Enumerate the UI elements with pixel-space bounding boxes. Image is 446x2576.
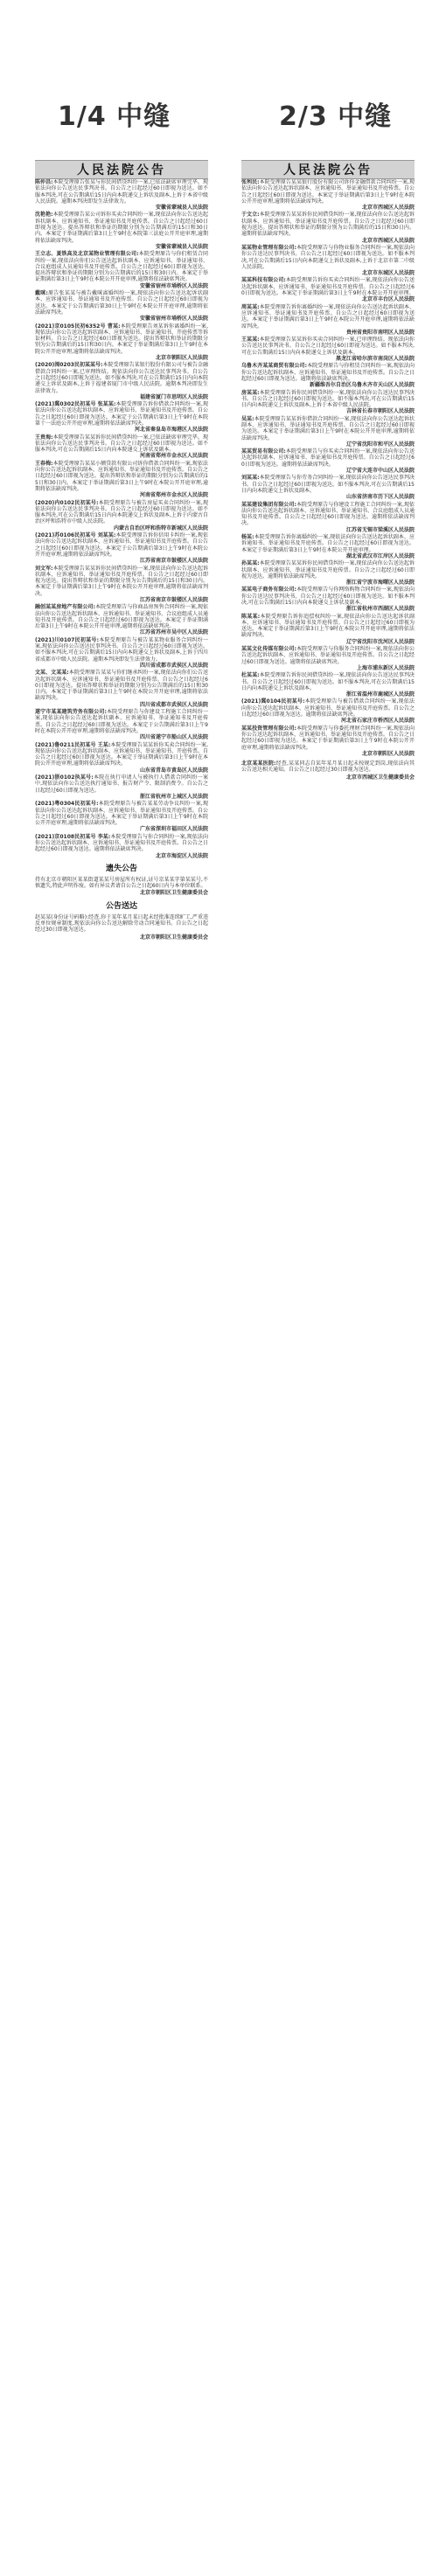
notice-court-signature: 北京市朝阳区人民法院 bbox=[361, 750, 415, 757]
notice-court-signature: 浙江省杭州市上城区人民法院 bbox=[139, 793, 208, 800]
notice-text: 本院受理原告诉你民间借贷纠纷一案,现依法向你公告送达民事判决书。自公告之日起经过60日即视为送达。如不服本判决,可在公告期满后15日内向本院递交上诉状及副本。 bbox=[241, 672, 415, 691]
service-notice-title: 公告送达 bbox=[105, 901, 137, 911]
court-notice bbox=[35, 801, 208, 832]
notice-court-signature: 辽宁省沈阳市沈河区人民法院 bbox=[345, 638, 415, 645]
notice-addressee: 陈仲昌: bbox=[35, 179, 53, 185]
notice-text: 本院受理原告某某诉你民间借贷纠纷一案,现依法向你公告送达起诉状副本、应诉通知书、举证通知书及开庭传票。自公告之日起经过60日即视为送达。提出答辩状和举证的期限分别为公告期满后的15日和30日内。本案定于举证期满后第3日上午9时在本院公开开庭审理,逾期将依法缺席判决。 bbox=[35, 565, 208, 597]
court-notice bbox=[35, 251, 208, 289]
lost-notice-text: 持有北京市朝阳区某某街道某某号房屋所有权证,证号京某某字第某某号,不慎遗失,特此声明作废。如有异议者请自公告之日起60日内与本单位联系。 bbox=[35, 876, 208, 890]
notice-court-signature: 河北省石家庄市桥西区人民法院 bbox=[340, 718, 415, 725]
notice-addressee: 某某贸易有限公司: bbox=[241, 448, 286, 455]
court-notice bbox=[241, 416, 415, 448]
notice-addressee: (2021)浙0102执某号: bbox=[35, 774, 94, 781]
notice-text: 本院在执行申请人与被执行人借款合同纠纷一案中,现依法向你公告送达执行通知书、报告财产令、限制消费令。自公告之日起经过60日即视为送达。 bbox=[35, 774, 208, 794]
notice-addressee: 某某科技有限公司: bbox=[241, 277, 286, 284]
left-column-body bbox=[35, 179, 208, 2538]
notice-text: 本院受理原告与被告借款合同纠纷一案,现依法向你公告送达起诉状副本、应诉通知书、举证通知书及开庭传票。自公告之日起经过60日即视为送达。逾期将依法缺席判决。 bbox=[241, 698, 415, 719]
notice-court-signature: 安徽省蒙城县人民法院 bbox=[155, 205, 208, 212]
notice-court-signature: 河南省郑州市金水区人民法院 bbox=[139, 492, 208, 499]
notice-text: 本院受理原告与你服务合同纠纷一案,现依法向你公告送达起诉状副本、应诉通知书、举证通知书及开庭传票。自公告之日起经过60日即视为送达。逾期将依法缺席判决。 bbox=[241, 646, 415, 665]
court-notice bbox=[241, 534, 415, 559]
notice-court-signature: 北京市丰台区人民法院 bbox=[361, 296, 415, 303]
notice-addressee: 王贵海: bbox=[35, 434, 53, 441]
right-announcement-column bbox=[241, 160, 415, 2529]
notice-addressee: (2021)川0107民初某号: bbox=[35, 636, 100, 643]
notice-court-signature: 北京市西城区人民法院 bbox=[361, 205, 415, 212]
notice-text: 本院受理原告诉你信用卡纠纷一案,现依法向你公告送达起诉状副本、应诉通知书、举证通知书及开庭传票。自公告之日起经过60日即视为送达。本案定于公告期满后第3日上午9时在本院公开开庭审理,逾期将依法缺席判决。 bbox=[35, 532, 208, 558]
lost-notice-sign: 北京市朝阳区卫生健康委员会 bbox=[139, 890, 208, 897]
court-notice bbox=[35, 532, 208, 564]
court-notice bbox=[35, 709, 208, 740]
notice-court-signature: 山东省济南市历下区人民法院 bbox=[345, 494, 415, 501]
notice-addressee: 某某物业管理有限公司: bbox=[241, 244, 296, 251]
court-notice bbox=[35, 290, 208, 322]
notice-text: 本院受理原告某某诉你民间借贷纠纷一案,现依法向你公告送达起诉状副本、应诉通知书、举证通知书及开庭传票。自公告之日起经过60日即视为送达。提出答辩状和举证的期限分别为公告期满后的15日和30日内。逾期将依法缺席判决。 bbox=[241, 212, 415, 238]
notice-court-signature: 新疆维吾尔自治区乌鲁木齐市天山区人民法院 bbox=[309, 382, 415, 389]
court-notice bbox=[241, 646, 415, 671]
footer-notice bbox=[241, 760, 415, 774]
right-column-header: 2/3 中缝 bbox=[279, 101, 393, 132]
notice-addressee: 张利民: bbox=[241, 179, 260, 185]
notice-addressee: 孙某某: bbox=[241, 560, 260, 567]
notice-court-signature: 江苏省南京市鼓楼区人民法院 bbox=[139, 558, 208, 565]
notice-text: 本院受理原告某某小额贷款有限公司诉你借款合同纠纷一案,现依法向你公告送达起诉状副本、应诉通知书、举证通知书及开庭传票。自公告之日起经过60日即视为送达。提出答辩状和举证的期限分别为公告期满后的15日和30日内。本案定于举证期满后第3日上午9时在本院公开开庭审理,逾期将依法缺席判决。 bbox=[35, 460, 208, 492]
notice-court-signature: 河南省郑州市金水区人民法院 bbox=[139, 453, 208, 460]
notice-text: 本院受理原告某某诉你民间借贷纠纷一案,现依法向你公告送达起诉状副本、应诉通知书、举证通知书及开庭传票。自公告之日起经过60日即视为送达。逾期将依法缺席判决。 bbox=[241, 560, 415, 580]
notice-text: 本院受理原告某公司诉你买卖合同纠纷一案,现依法向你公告送达起诉状副本、应诉通知书、举证通知书及开庭传票。自公告之日起经过60日即视为送达。提出答辩状和举证的期限分别为公告期满后的15日和30日内。本案定于举证期满后第3日上午9时在本院第三法庭公开开庭审理,逾期将依法缺席判决。 bbox=[35, 212, 208, 244]
court-notice bbox=[241, 614, 415, 645]
notice-text: 本院受理原告与被告某某劳动争议纠纷一案,现依法向你公告送达起诉状副本、应诉通知书、举证通知书及开庭传票。自公告之日起经过60日即视为送达。本案定于举证期满后第3日上午9时在本院公开开庭审理,逾期将依法缺席判决。 bbox=[35, 801, 208, 827]
notice-text: 本院受理原告某某与你们继承纠纷一案,现依法向你们公告送达起诉状副本、应诉通知书、举证通知书及开庭传票。自公告之日起经过60日即视为送达。提出答辩状和举证的期限分别为公告期满后的15日和30日内。本案定于举证期满后第3日上午9时在本院公开开庭审理,逾期将依法缺席判决。 bbox=[35, 670, 208, 702]
notice-text: 本院受理原告某银行股份有限公司与被告金融借款合同纠纷一案,已审理终结。现依法向你公告送达民事判决书。自公告之日起经过60日即视为送达。如不服本判决,可在公告期满后15日内向本院递交上诉状及副本,上诉于福建省厦门市中级人民法院。逾期本判决即发生法律效力。 bbox=[35, 362, 208, 394]
notice-text: 本院受理原告诉你民间借贷纠纷一案,现依法向你公告送达民事判决书。自公告之日起经过60日即视为送达。如不服本判决,可在公告期满后15日内向本院递交上诉状及副本,上诉于本省中级人民法院。 bbox=[241, 389, 415, 409]
notice-text: 本院受理原告某某诉你借款合同纠纷一案,现依法向你公告送达起诉状副本、应诉通知书、举证通知书及开庭传票。自公告之日起经过60日即视为送达。本案定于举证期满后第3日上午9时在本院公开开庭审理,逾期将依法缺席判决。 bbox=[241, 415, 415, 441]
notice-addressee: (2021)冀0104民初某号: bbox=[241, 698, 305, 705]
court-notice bbox=[35, 323, 208, 362]
notice-text: 本院受理原告诉你追偿权纠纷一案,现依法向你公告送达起诉状副本、应诉通知书、举证通知书及开庭传票。自公告之日起经过60日即视为送达。本案定于举证期满后第3日上午9时在本院公开开庭审理,逾期将依法缺席判决。 bbox=[241, 613, 415, 639]
right-column-body bbox=[241, 179, 415, 2529]
court-notice bbox=[241, 337, 415, 362]
notice-addressee: (2021)苏0106民初某号 刘某某: bbox=[35, 532, 116, 539]
notice-addressee: (2021)冀0302民初某号 张某某: bbox=[35, 401, 116, 408]
notice-text: 本院受理原告与你委托理财合同纠纷一案,现依法向你公告送达起诉状副本、应诉通知书、举证通知书及开庭传票。自公告之日起经过60日即视为送达。本案定于举证期满后第3日上午9时在本院公开开庭审理,逾期将依法缺席判决。 bbox=[241, 725, 415, 751]
notice-addressee: 沈艳艳: bbox=[35, 212, 53, 219]
court-notice bbox=[241, 502, 415, 533]
notice-addressee: (2021)鲁0211民初某号 王某: bbox=[35, 741, 111, 748]
notice-addressee: 融创某某房地产有限公司: bbox=[35, 604, 95, 611]
notice-text: 本院受理原告与你劳务合同纠纷一案,现依法向你公告送达民事判决书。自公告之日起经过60日即视为送达。如不服本判决,可在公告期满后15日内向本院递交上诉状及副本。 bbox=[241, 475, 415, 494]
notice-addressee: 刘文军: bbox=[35, 565, 53, 572]
notice-court-signature: 安徽省蒙城县人民法院 bbox=[155, 243, 208, 250]
notice-court-signature: 四川省成都市武侯区人民法院 bbox=[139, 662, 208, 669]
notice-court-signature: 湖北省武汉市江岸区人民法院 bbox=[345, 552, 415, 559]
left-column-header: 1/4 中缝 bbox=[58, 101, 171, 132]
notice-text: 本院受理原告与你买卖合同纠纷一案,现依法向你公告送达起诉状副本、应诉通知书、举证通知书及开庭传票。自公告之日起经过60日即视为送达。逾期将依法缺席判决。 bbox=[241, 448, 415, 468]
notice-text: 本院受理原告诉你离婚纠纷一案,现依法向你公告送达起诉状副本、应诉通知书、举证通知书及开庭传票。自公告之日起经过60日即视为送达。本案定于举证期满后第3日上午9时在本院公开开庭审理。 bbox=[241, 534, 415, 553]
notice-court-signature: 江苏省南京市鼓楼区人民法院 bbox=[139, 597, 208, 603]
notice-court-signature: 江苏省无锡市梁溪区人民法院 bbox=[345, 526, 415, 533]
notice-text: 本院受理原告与你网络购物合同纠纷一案,现依法向你公告送达民事判决书。自公告之日起经过60日即视为送达。如不服本判决,可在公告期满后15日内向本院递交上诉状及副本。 bbox=[241, 587, 415, 606]
notice-court-signature: 辽宁省沈阳市和平区人民法院 bbox=[345, 441, 415, 448]
notice-text: 本院受理原告与你们租赁合同纠纷一案,现依法向你们公告送达起诉状副本、应诉通知书、举证通知书、合议庭组成人员通知书及开庭传票。自公告之日起经过60日即视为送达。提出答辩状和举证的期限分别为公告期满后的15日和30日内。本案定于举证期满后第3日上午9时在本院公开开庭审理,逾期将依法缺席判决。 bbox=[35, 251, 208, 283]
court-notice bbox=[241, 179, 415, 211]
footer-notice-text: 经查,某某同志自某年某月某日起未按规定到岗,现依法向其公告送达相关通知。自公告之日起经过30日即视为送达。 bbox=[241, 760, 415, 774]
notice-addressee: 遂宁市某某建筑劳务有限公司: bbox=[35, 709, 107, 716]
notice-addressee: 某某建设集团有限公司: bbox=[241, 501, 296, 508]
notice-court-signature: 安徽省宿州市埇桥区人民法院 bbox=[139, 316, 208, 323]
court-notice bbox=[241, 304, 415, 336]
notice-addressee: 王某某: bbox=[241, 337, 260, 344]
court-notice bbox=[35, 179, 208, 211]
notice-addressee: 刘某某: bbox=[241, 475, 260, 482]
notice-court-signature: 浙江省杭州市西湖区人民法院 bbox=[345, 606, 415, 613]
court-notice bbox=[35, 774, 208, 800]
left-announcement-column bbox=[35, 160, 208, 2538]
service-notice-sign: 北京市朝阳区卫生健康委员会 bbox=[139, 934, 208, 941]
notice-court-signature: 福建省厦门市思明区人民法院 bbox=[139, 393, 208, 400]
notice-court-signature: 四川省成都市武侯区人民法院 bbox=[139, 701, 208, 708]
court-notice bbox=[241, 560, 415, 586]
notice-addressee: 王立志、夏铁高及北京某物业管理有限公司: bbox=[35, 251, 139, 258]
court-notice bbox=[35, 401, 208, 433]
notice-text: 本院受理原告某某银行股份有限公司诉你金融借款合同纠纷一案,现依法向你公告送达起诉状副本、应诉通知书、举证通知书及开庭传票。自公告之日起经过60日即视为送达。本案定于举证期满后第3日上午9时在本院公开开庭审理,逾期将依法缺席判决。 bbox=[241, 179, 415, 205]
notice-text: 本院受理原告与你建设工程施工合同纠纷一案,现依法向你公告送达起诉状副本、应诉通知书、举证通知书、合议庭组成人员通知书及开庭传票。自公告之日起经过60日即视为送达。逾期将依法缺席判决。 bbox=[241, 501, 415, 527]
court-notice bbox=[35, 212, 208, 250]
right-notice-list bbox=[241, 179, 415, 757]
notice-addressee: 陈某某: bbox=[241, 613, 261, 620]
notice-court-signature: 北京市西城区人民法院 bbox=[361, 237, 415, 244]
notice-text: 本院受理原告诉你借款合同纠纷一案,现依法向你公告送达起诉状副本、应诉通知书、举证通知书及开庭传票。自公告之日起经过60日即视为送达。本案定于公告期满后第3日上午9时在本院第十一法庭公开开庭审理,逾期将依法缺席判决。 bbox=[35, 401, 208, 427]
court-notice bbox=[35, 461, 208, 499]
court-notice bbox=[241, 277, 415, 302]
notice-court-signature: 山东省青岛市黄岛区人民法院 bbox=[139, 767, 208, 774]
left-column-banner: 人民法院公告 bbox=[35, 160, 208, 179]
notice-court-signature: 吉林省长春市朝阳区人民法院 bbox=[345, 408, 415, 415]
notice-text: 本院受理原告与被告某某物业服务合同纠纷一案,现依法向你公告送达民事判决书。自公告之日起经过60日即视为送达。如不服本判决,可在公告期满后15日内向本院递交上诉状及副本,上诉于四川省成都市中级人民法院。逾期本判决即发生法律效力。 bbox=[35, 636, 208, 663]
notice-text: 本院受理原告与你建设工程施工合同纠纷一案,现依法向你公告送达起诉状副本、应诉通知书、举证通知书及开庭传票。自公告之日起经过60日即视为送达。本案定于公告期满后第3日上午9时在本院公开开庭审理,逾期将依法缺席判决。 bbox=[35, 709, 208, 734]
court-notice bbox=[35, 742, 208, 774]
notice-court-signature: 北京市东城区人民法院 bbox=[361, 270, 415, 277]
notice-addressee: (2021)京0108民初某号 李某: bbox=[35, 833, 111, 840]
notice-addressee: 某某电子商务有限公司: bbox=[241, 587, 296, 594]
notice-text: 本院受理原告某某诉你买卖合同纠纷一案,现依法向你公告送达起诉状副本、应诉通知书、举证通知书、开庭传票。自公告之日起经过60日即视为送达。本案定于举证期满后第3日上午9时在本院公开开庭审理,逾期将依法缺席判决。 bbox=[35, 741, 208, 767]
notice-addressee: (2021)粤0304民初某号: bbox=[35, 801, 99, 808]
court-notice bbox=[35, 362, 208, 400]
court-notice bbox=[35, 670, 208, 708]
notice-text: 本院受理原告某某诉你民间借贷纠纷一案,已依法缺席审理完毕。现依法向你公告送达民事判决书。自公告之日起经过60日即视为送达。如不服本判决,可在公告期满后15日内向本院递交上诉状及副本。 bbox=[35, 434, 208, 454]
notice-text: 本院受理原告与你租赁合同纠纷一案,现依法向你公告送达起诉状副本、应诉通知书、举证通知书及开庭传票。自公告之日起经过60日即视为送达。逾期将依法缺席判决。 bbox=[241, 363, 415, 382]
court-notice bbox=[35, 434, 208, 460]
notice-addressee: 房某某: bbox=[241, 389, 260, 396]
court-notice bbox=[241, 698, 415, 724]
notice-addressee: 周某某: bbox=[241, 303, 260, 310]
court-notice bbox=[241, 245, 415, 276]
lost-notice-title: 遗失公告 bbox=[105, 864, 137, 873]
right-column-banner: 人民法院公告 bbox=[241, 160, 415, 179]
notice-text: 本院受理原告与被告房屋买卖合同纠纷一案,现依法向你公告送达民事判决书。自公告之日起经过60日即视为送达。如不服本判决,可在公告期满后15日内向本院递交上诉状及副本,上诉于内蒙古自治区呼和浩特市中级人民法院。 bbox=[35, 499, 208, 525]
notice-court-signature: 贵州省贵阳市南明区人民法院 bbox=[345, 329, 415, 336]
notice-addressee: 戴咪: bbox=[35, 290, 48, 297]
notice-text: 本院受理原告与你商品房预售合同纠纷一案,现依法向你公告送达起诉状副本、应诉通知书、举证通知书、合议庭组成人员通知书及开庭传票。自公告之日起经过60日即视为送达。本案定于举证期满后第3日上午9时在本院公开开庭审理,逾期将依法缺席判决。 bbox=[35, 604, 208, 630]
notice-text: 本院受理原告某某诉你买卖合同纠纷一案,已审理终结。现依法向你公告送达民事判决书。自公告之日起经过60日即视为送达。如不服本判决,可在公告期满后15日内向本院递交上诉状及副本。 bbox=[241, 337, 415, 356]
left-notice-list bbox=[35, 179, 208, 859]
court-notice bbox=[35, 500, 208, 531]
notice-court-signature: 河北省秦皇岛市海港区人民法院 bbox=[134, 427, 208, 434]
notice-court-signature: 黑龙江省哈尔滨市南岗区人民法院 bbox=[335, 356, 415, 363]
notice-court-signature: 北京市朝阳区人民法院 bbox=[155, 355, 208, 362]
notice-addressee: 杨某: bbox=[241, 534, 254, 541]
court-notice bbox=[241, 363, 415, 388]
notice-addressee: 乌鲁木齐某某商贸有限公司: bbox=[241, 363, 308, 370]
court-notice bbox=[35, 604, 208, 635]
court-notice bbox=[241, 726, 415, 757]
notice-addressee: 某某文化传媒有限公司: bbox=[241, 646, 296, 653]
notice-text: 本院受理原告诉你离婚纠纷一案,现依法向你公告送达起诉状副本、应诉通知书、举证通知书及开庭传票。自公告之日起经过60日即视为送达。本案定于举证期满后第3日上午9时在本院公开开庭审理,逾期将依法缺席判决。 bbox=[241, 303, 415, 330]
notice-addressee: (2020)闽0203民初某某号: bbox=[35, 362, 103, 369]
notice-addressee: (2021)京0105民初6352号 曹某: bbox=[35, 323, 121, 330]
court-notice bbox=[35, 566, 208, 604]
notice-court-signature: 上海市浦东新区人民法院 bbox=[356, 664, 415, 671]
court-notice bbox=[241, 475, 415, 500]
court-notice bbox=[35, 637, 208, 669]
footer-notice-lead: 北京某某医院: bbox=[241, 760, 276, 767]
court-notice bbox=[241, 390, 415, 415]
court-notice bbox=[35, 834, 208, 859]
notice-court-signature: 浙江省宁波市海曙区人民法院 bbox=[345, 580, 415, 587]
notice-court-signature: 浙江省温州市鹿城区人民法院 bbox=[345, 691, 415, 698]
notice-court-signature: 安徽省宿州市埇桥区人民法院 bbox=[139, 282, 208, 289]
notice-addressee: 于文立: bbox=[241, 212, 260, 219]
notice-court-signature: 内蒙古自治区呼和浩特市新城区人民法院 bbox=[113, 524, 208, 531]
court-notice bbox=[241, 448, 415, 474]
notice-text: 本院受理原告刘某诉你离婚纠纷一案,现依法向你公告送达起诉状副本、应诉通知书、举证通知书、开庭传票等诉讼材料。自公告之日起经过60日即视为送达。提出答辩状和举证的期限分别为公告期满后的15日和30日内。本案定于举证期满后第3日上午9时在本院公开开庭审理,逾期将依法缺席判决。 bbox=[35, 323, 208, 355]
notice-court-signature: 辽宁省大连市中山区人民法院 bbox=[345, 468, 415, 475]
notice-court-signature: 北京市海淀区人民法院 bbox=[155, 852, 208, 859]
notice-text: 本院受理原告与你物业服务合同纠纷一案,现依法向你公告送达民事判决书。自公告之日起经过60日即视为送达。如不服本判决,可在公告期满后15日内向本院递交上诉状及副本,上诉于北京市第二中级人民法院。 bbox=[241, 244, 415, 270]
notice-court-signature: 江苏省苏州市吴中区人民法院 bbox=[139, 629, 208, 636]
notice-addressee: 文某、文某某: bbox=[35, 670, 69, 677]
court-notice bbox=[241, 587, 415, 612]
notice-addressee: 某某投资管理有限公司: bbox=[241, 725, 296, 732]
notice-court-signature: 四川省遂宁市船山区人民法院 bbox=[139, 734, 208, 741]
court-notice bbox=[241, 212, 415, 243]
notice-text: 本院受理原告与你合同纠纷一案,现依法向你公告送达起诉状副本、应诉通知书、举证通知书及开庭传票。自公告之日起经过60日即视为送达。逾期将依法缺席判决。 bbox=[35, 833, 208, 853]
notice-addressee: 吴某: bbox=[241, 415, 254, 422]
footer-notice-sign: 北京市西城区卫生健康委员会 bbox=[345, 774, 415, 781]
notice-addressee: (2020)内0102民初某号: bbox=[35, 499, 99, 506]
notice-text: 本院受理原告张某与你民间借贷纠纷一案,已依法缺席审理完毕。现依法向你公告送达民事判决书。自公告之日起经过60日即视为送达。如不服本判决,可在公告期满后15日内向本院递交上诉状及副本,上诉于本省中级人民法院。逾期本判决即发生法律效力。 bbox=[35, 179, 208, 205]
notice-addressee: 杜某某: bbox=[241, 672, 260, 679]
notice-addressee: 王春梅: bbox=[35, 460, 53, 467]
notice-text: 本院受理原告诉你买卖合同纠纷一案,现依法向你公告送达起诉状副本、应诉通知书、举证通知书及开庭传票。自公告之日起经过60日即视为送达。本案定于举证期满后第3日上午9时在本院公开开庭审理。 bbox=[241, 277, 415, 297]
notice-court-signature: 广东省深圳市福田区人民法院 bbox=[139, 826, 208, 833]
notice-text: 原告张某某与被告戴咪离婚纠纷一案,现依法向你公告送达起诉状副本、应诉通知书、举证通知书及开庭传票。自公告之日起经过60日即视为送达。本案定于公告期满后第30日上午9时在本院公开开庭审理,逾期将依法缺席判决。 bbox=[35, 290, 208, 316]
court-notice bbox=[241, 672, 415, 698]
service-notice-text: 赵某某(身份证号码略):经查,你于某年某月某日起未经批准连续旷工,严重违反单位规章制度,现依法向你公告送达解除劳动合同通知书。自公告之日起经过30日即视为送达。 bbox=[35, 913, 208, 934]
